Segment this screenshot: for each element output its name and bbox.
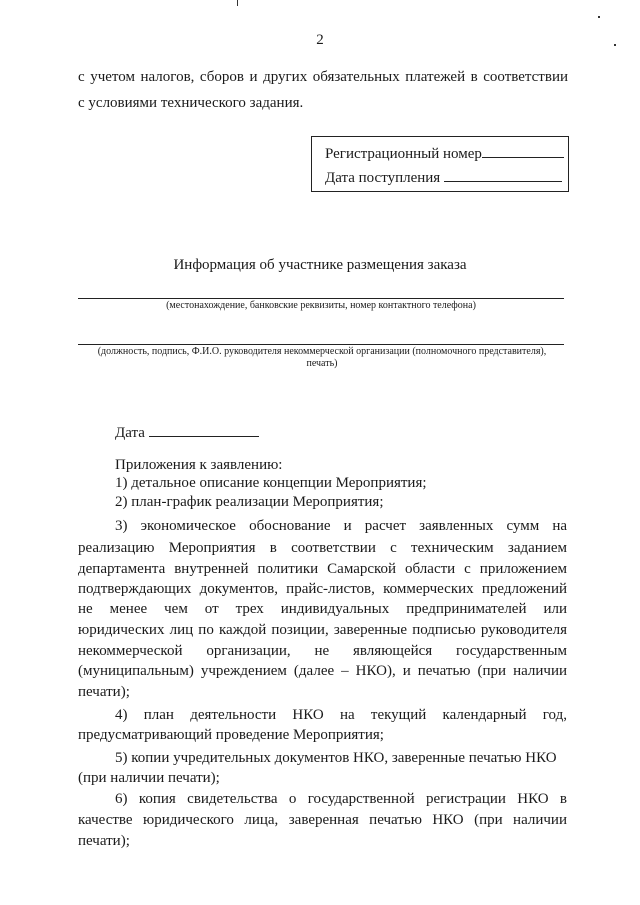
list-item-3-line-1: 3) экономическое обоснование и расчет заявленных сумм на [115, 518, 567, 534]
date-row [115, 424, 259, 442]
received-date-label: Дата поступления [325, 170, 441, 186]
list-item-4-line-2: предусматривающий проведение Мероприятия; [78, 727, 384, 743]
reg-number-label: Регистрационный номер [325, 146, 482, 162]
list-item-3-line-5: не менее чем от трех индивидуальных предпринимателей или [78, 601, 567, 617]
reg-number-row [325, 145, 564, 163]
intro-line-2: с условиями технического задания. [78, 95, 304, 111]
list-item-3-line-8: (муниципальным) учреждением (далее – НКО), и печатью (при наличии [78, 663, 567, 679]
list-item-3-line-3: департамента внутренней политики Самарской области с приложением [78, 561, 567, 577]
list-item-1: 1) детальное описание концепции Мероприятия; [115, 475, 427, 491]
attachments-title: Приложения к заявлению: [115, 457, 283, 473]
reg-number-field[interactable] [482, 145, 564, 158]
list-item-3-line-2: реализацию Мероприятия в соответствии с техническим заданием [78, 540, 567, 556]
list-item-3-line-4: подтверждающих документов, прайс-листов, коммерческих предложений [78, 581, 567, 597]
received-date-row [325, 169, 562, 187]
date-field[interactable] [149, 424, 259, 437]
location-line [78, 298, 564, 299]
signature-line [78, 344, 564, 345]
list-item-6-line-3: печати); [78, 833, 130, 849]
page-number: 2 [316, 32, 324, 48]
section-heading: Информация об участнике размещения заказа [173, 257, 467, 273]
list-item-6-line-1: 6) копия свидетельства о государственной регистрации НКО в [115, 791, 567, 807]
list-item-5-line-2: (при наличии печати); [78, 770, 220, 786]
list-item-2: 2) план-график реализации Мероприятия; [115, 494, 384, 510]
signature-caption-line-1: (должность, подпись, Ф.И.О. руководителя некоммерческой организации (полномочного представителя), [97, 346, 547, 357]
scan-mark-top [237, 0, 238, 6]
received-date-field[interactable] [444, 169, 562, 182]
list-item-3-line-7: некоммерческой организации, не являющейся государственным [78, 643, 567, 659]
signature-caption-line-2: печать) [306, 358, 338, 369]
list-item-3-line-9: печати); [78, 684, 130, 700]
date-label: Дата [115, 425, 145, 441]
registration-box [311, 136, 569, 192]
intro-line-1: с учетом налогов, сборов и других обязательных платежей в соответствии [78, 69, 568, 85]
scan-mark-corner [598, 16, 600, 18]
list-item-4-line-1: 4) план деятельности НКО на текущий календарный год, [115, 707, 567, 723]
location-caption: (местонахождение, банковские реквизиты, номер контактного телефона) [166, 300, 476, 311]
list-item-3-line-6: юридических лиц по каждой позиции, заверенные подписью руководителя [78, 622, 567, 638]
list-item-6-line-2: качестве юридического лица, заверенная печатью НКО (при наличии [78, 812, 567, 828]
list-item-5-line-1: 5) копии учредительных документов НКО, заверенные печатью НКО [115, 750, 557, 766]
